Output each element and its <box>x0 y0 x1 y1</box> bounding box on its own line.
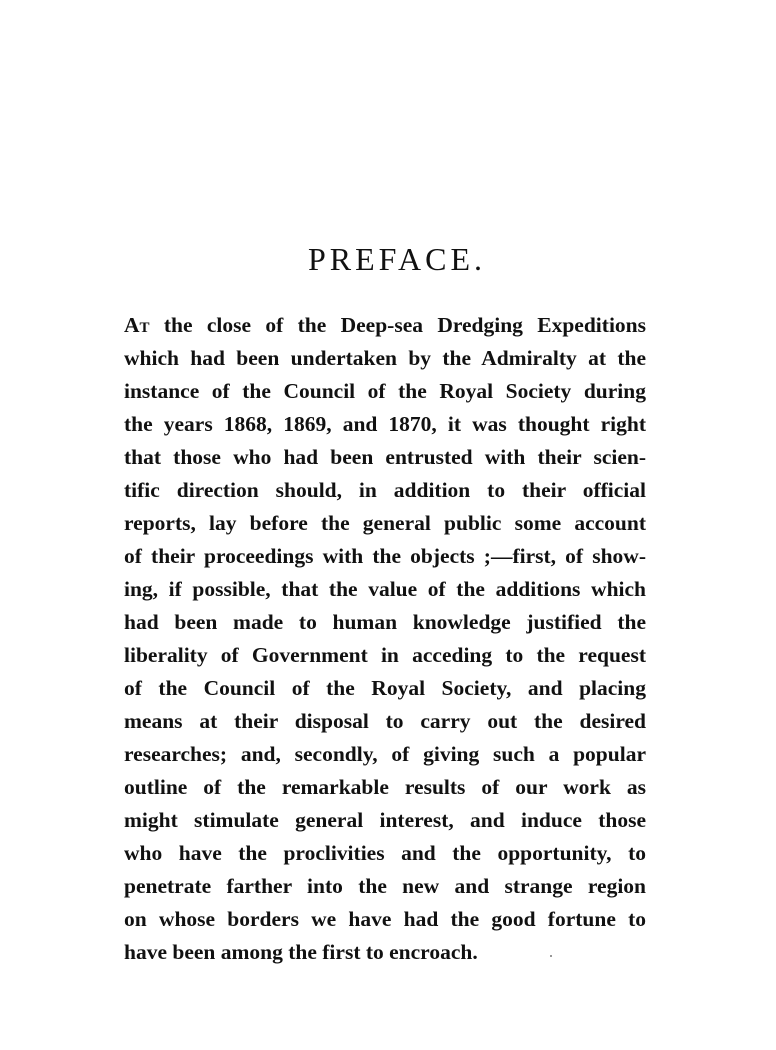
text-line: who have the proclivities and the opportunity, to <box>124 841 646 865</box>
text-line: penetrate farther into the new and strange region <box>124 874 646 898</box>
text-line: had been made to human knowledge justified the <box>124 610 646 634</box>
text-line: liberality of Government in acceding to the request <box>124 643 646 667</box>
text-line: which had been undertaken by the Admiralty at the <box>124 346 646 370</box>
text-line: of the Council of the Royal Society, and placing <box>124 676 646 700</box>
text-line: ing, if possible, that the value of the additions which <box>124 577 646 601</box>
text-line: of their proceedings with the objects ;—first, of show- <box>124 544 646 568</box>
text-line-1 <box>124 309 646 342</box>
text-line: means at their disposal to carry out the desired <box>124 709 646 733</box>
initial-word-rest: T <box>139 320 150 336</box>
text-line-last: have been among the first to encroach. <box>124 940 478 964</box>
text-line: researches; and, secondly, of giving such a popular <box>124 742 646 766</box>
text-line: tific direction should, in addition to their official <box>124 478 646 502</box>
text-line: on whose borders we have had the good fortune to <box>124 907 646 931</box>
text-line: that those who had been entrusted with their scien- <box>124 445 646 469</box>
text-line: the years 1868, 1869, and 1870, it was thought right <box>124 412 646 436</box>
text-line: instance of the Council of the Royal Society during <box>124 379 646 403</box>
page-title: PREFACE. <box>307 241 487 278</box>
ink-speck <box>550 955 552 957</box>
first-line-text: the close of the Deep-sea Dredging Expeditions <box>149 313 646 337</box>
text-line: might stimulate general interest, and induce those <box>124 808 646 832</box>
text-line: reports, lay before the general public some account <box>124 511 646 535</box>
initial-letter: A <box>124 313 140 337</box>
text-line: outline of the remarkable results of our work as <box>124 775 646 799</box>
preface-paragraph <box>124 309 646 969</box>
